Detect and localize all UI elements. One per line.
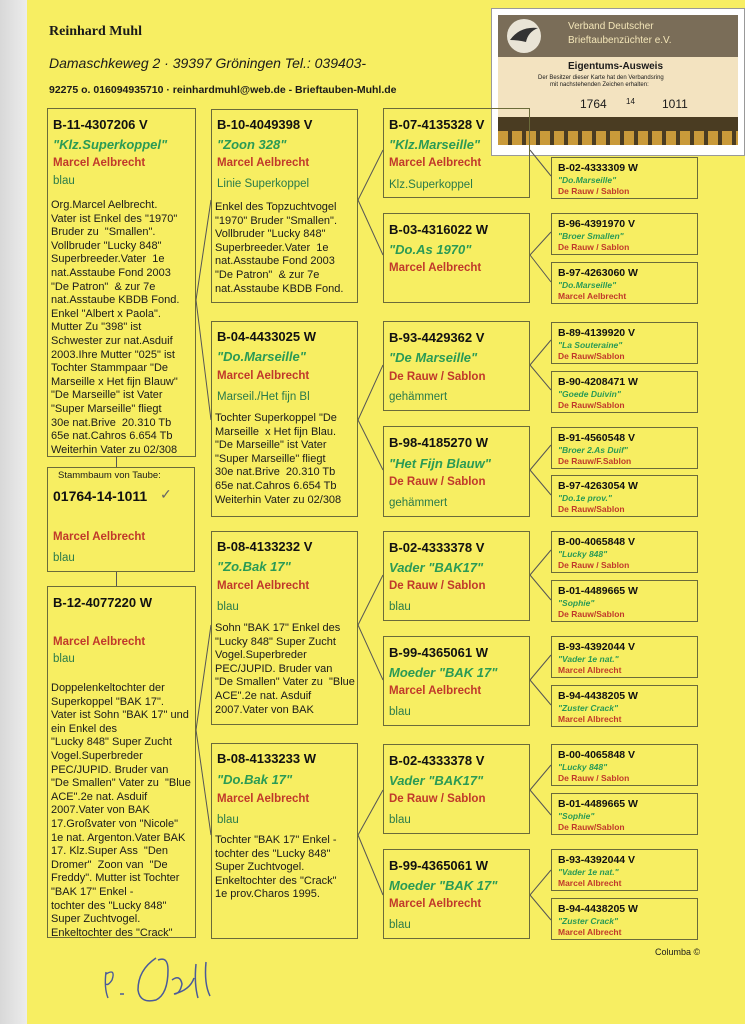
- subject-owner: Marcel Aelbrecht: [53, 531, 146, 543]
- grandparent-owner: Marcel Aelbrecht: [217, 580, 310, 592]
- great-grandparent-owner: Marcel Aelbrecht: [389, 685, 482, 697]
- ancestor-ring: B-00-4065848 V: [558, 749, 636, 761]
- ancestor-name: "Sophie": [558, 598, 595, 608]
- ancestor-ring: B-01-4489665 W: [558, 798, 638, 810]
- card-desc-line2: mit nachstehenden Zeichen erhalten:: [550, 82, 649, 88]
- ancestor-owner: De Rauw / Sablon: [558, 242, 630, 252]
- great-grandparent-color: gehämmert: [389, 497, 448, 509]
- great-grandparent-name: "Klz.Marseille": [389, 137, 481, 152]
- ancestor-card: [551, 685, 698, 727]
- ancestor-name: "Zuster Crack": [558, 703, 619, 713]
- grandparent-color: Linie Superkoppel: [217, 178, 310, 190]
- great-grandparent-owner: De Rauw / Sablon: [389, 793, 486, 805]
- ancestor-owner: De Rauw/Sablon: [558, 351, 625, 361]
- ancestor-owner: Marcel Albrecht: [558, 665, 622, 675]
- grandparent-ring: B-08-4133232 V: [217, 539, 313, 554]
- great-grandparent-color: blau: [389, 814, 411, 826]
- ancestor-owner: De Rauw/Sablon: [558, 609, 625, 619]
- ancestor-ring: B-93-4392044 V: [558, 641, 636, 653]
- card-ring-number-2: 14: [626, 97, 635, 106]
- ancestor-ring: B-94-4438205 W: [558, 903, 638, 915]
- ancestor-owner: Marcel Albrecht: [558, 878, 622, 888]
- great-grandparent-ring: B-02-4333378 V: [389, 753, 485, 768]
- great-grandparent-color: Klz.Superkoppel: [389, 179, 473, 191]
- subject-label: Stammbaum von Taube:: [58, 470, 161, 481]
- mother-owner: Marcel Aelbrecht: [53, 636, 146, 648]
- ancestor-name: "Zuster Crack": [558, 916, 619, 926]
- great-grandparent-name: Moeder "BAK 17": [389, 665, 498, 680]
- great-grandparent-ring: B-02-4333378 V: [389, 540, 485, 555]
- breeder-name: Reinhard Muhl: [49, 24, 142, 39]
- handwritten-signature: [98, 950, 228, 1010]
- ancestor-name: "Vader 1e nat.": [558, 867, 619, 877]
- ancestor-ring: B-96-4391970 V: [558, 218, 636, 230]
- card-title: Eigentums-Ausweis: [568, 61, 664, 72]
- great-grandparent-owner: Marcel Aelbrecht: [389, 262, 482, 274]
- father-name: "Klz.Superkoppel": [53, 137, 168, 152]
- great-grandparent-ring: B-07-4135328 V: [389, 117, 485, 132]
- grandparent-card: [211, 531, 358, 725]
- great-grandparent-ring: B-99-4365061 W: [389, 645, 488, 660]
- ancestor-name: "Do.Marseille": [558, 280, 617, 290]
- ancestor-card: [551, 849, 698, 891]
- mother-notes: Doppelenkeltochter der Superkoppel "BAK 17". Vater ist Sohn "BAK 17" und ein Enkel des "Lucky 848" Super Zucht Vogel.Superbreder PEC/JUPID. Bruder van "De Smallen" Vater zu "Blue ACE".2e nat. Asduif 2007.Vater von BAK 17.Großvater von "Nicole" 1e nat. Argenton.Vater BAK 17. Klz.Super Ass "Den Dromer" Zoon van "De Freddy". Mutter ist Tochter "BAK 17" Enkel - tochter des "Lucky 848" Super Zuchtvogel. Enkeltochter des "Crack": [51, 682, 191, 939]
- ancestor-ring: B-90-4208471 W: [558, 376, 638, 388]
- grandparent-notes: Tochter Superkoppel "De Marseille x Het fijn Blau. "De Marseille" ist Vater "Super Marseille" fliegt 30e nat.Brive 20.310 Tb 65e nat.Cahros 6.654 Tb Weiterhin Vater zu 02/308: [215, 412, 342, 506]
- ancestor-ring: B-01-4489665 W: [558, 585, 638, 597]
- ancestor-card: [551, 580, 698, 622]
- card-org-line1: Verband Deutscher: [568, 21, 654, 32]
- great-grandparent-name: Moeder "BAK 17": [389, 878, 498, 893]
- card-ring-number-3: 1011: [662, 97, 688, 111]
- great-grandparent-card: [383, 744, 530, 834]
- grandparent-name: "Do.Marseille": [217, 349, 306, 364]
- software-credit: Columba ©: [655, 947, 701, 957]
- ancestor-owner: De Rauw / Sablon: [558, 186, 630, 196]
- great-grandparent-card: [383, 321, 530, 411]
- great-grandparent-color: blau: [389, 919, 411, 931]
- ancestor-owner: De Rauw/Sablon: [558, 504, 625, 514]
- card-ring-number-1: 1764: [580, 97, 607, 111]
- great-grandparent-owner: Marcel Aelbrecht: [389, 898, 482, 910]
- father-owner: Marcel Aelbrecht: [53, 157, 146, 169]
- grandparent-card: [211, 743, 358, 939]
- grandparent-color: Marseil./Het fijn Bl: [217, 391, 310, 403]
- ancestor-card: [551, 427, 698, 469]
- great-grandparent-ring: B-98-4185270 W: [389, 435, 488, 450]
- ancestor-owner: De Rauw / Sablon: [558, 560, 630, 570]
- great-grandparent-name: "De Marseille": [389, 350, 478, 365]
- great-grandparent-card: [383, 849, 530, 939]
- grandparent-card: [211, 321, 358, 517]
- ancestor-owner: Marcel Aelbrecht: [558, 291, 627, 301]
- ancestor-card: [551, 371, 698, 413]
- grandparent-notes: Enkel des Topzuchtvogel "1970" Bruder "Smallen". Vollbruder "Lucky 848" Superbreeder.Vater 1e nat.Asstaube Fond 2003 "De Patron" & zur 7e nat.Asstaube KBDB Fond.: [215, 201, 344, 295]
- great-grandparent-name: Vader "BAK17": [389, 560, 484, 575]
- great-grandparent-card: [383, 636, 530, 726]
- ancestor-name: "Do.1e prov.": [558, 493, 612, 503]
- ancestor-name: "Broer 2.As Duif": [558, 445, 628, 455]
- ancestor-owner: De Rauw/F.Sablon: [558, 456, 632, 466]
- mother-card: [47, 586, 196, 938]
- ancestor-ring: B-91-4560548 V: [558, 432, 636, 444]
- great-grandparent-ring: B-99-4365061 W: [389, 858, 488, 873]
- grandparent-name: "Do.Bak 17": [217, 772, 293, 787]
- great-grandparent-name: "Het Fijn Blauw": [389, 456, 491, 471]
- card-org-line2: Brieftaubenzüchter e.V.: [568, 35, 672, 46]
- subject-check-mark: ✓: [160, 486, 172, 502]
- ancestor-card: [551, 157, 698, 199]
- grandparent-name: "Zo.Bak 17": [217, 559, 291, 574]
- mother-color: blau: [53, 653, 75, 665]
- ancestor-name: "Lucky 848": [558, 762, 608, 772]
- ancestor-card: [551, 744, 698, 786]
- ancestor-owner: De Rauw / Sablon: [558, 773, 630, 783]
- great-grandparent-card: [383, 531, 530, 621]
- card-desc-line1: Der Besitzer dieser Karte hat den Verbandsring: [538, 75, 664, 81]
- grandparent-card: [211, 109, 358, 303]
- great-grandparent-name: Vader "BAK17": [389, 773, 484, 788]
- father-card: [47, 108, 196, 457]
- great-grandparent-owner: De Rauw / Sablon: [389, 476, 486, 488]
- ancestor-ring: B-97-4263054 W: [558, 480, 638, 492]
- ancestor-card: [551, 213, 698, 255]
- great-grandparent-color: blau: [389, 601, 411, 613]
- great-grandparent-owner: De Rauw / Sablon: [389, 371, 486, 383]
- ancestor-name: "Vader 1e nat.": [558, 654, 619, 664]
- ancestor-card: [551, 262, 698, 304]
- ancestor-owner: Marcel Albrecht: [558, 927, 622, 937]
- grandparent-notes: Tochter "BAK 17" Enkel - tochter des "Lucky 848" Super Zuchtvogel. Enkeltochter des "Crack" 1e prov.Charos 1995.: [215, 834, 337, 901]
- grandparent-notes: Sohn "BAK 17" Enkel des "Lucky 848" Super Zucht Vogel.Superbreder PEC/JUPID. Bruder van "De Smallen" Vater zu "Blue ACE".2e nat. Asduif 2007.Vater von BAK: [215, 622, 355, 716]
- ancestor-ring: B-93-4392044 V: [558, 854, 636, 866]
- ancestor-name: "Broer Smallen": [558, 231, 624, 241]
- grandparent-name: "Zoon 328": [217, 137, 287, 152]
- ancestor-card: [551, 898, 698, 940]
- ancestor-owner: De Rauw/Sablon: [558, 400, 625, 410]
- father-color: blau: [53, 175, 75, 187]
- subject-ring: 01764-14-1011: [53, 488, 148, 504]
- ancestor-name: "Do.Marseille": [558, 175, 617, 185]
- father-ring: B-11-4307206 V: [53, 117, 148, 132]
- ancestor-card: [551, 475, 698, 517]
- subject-card: [47, 467, 195, 572]
- grandparent-ring: B-04-4433025 W: [217, 329, 316, 344]
- ancestor-name: "Goede Duivin": [558, 389, 621, 399]
- ancestor-name: "Lucky 848": [558, 549, 608, 559]
- ancestor-card: [551, 636, 698, 678]
- ancestor-ring: B-89-4139920 V: [558, 327, 636, 339]
- ancestor-owner: De Rauw/Sablon: [558, 822, 625, 832]
- great-grandparent-name: "Do.As 1970": [389, 242, 472, 257]
- ancestor-card: [551, 531, 698, 573]
- ancestor-name: "La Souteraine": [558, 340, 623, 350]
- ancestor-card: [551, 793, 698, 835]
- ancestor-ring: B-02-4333309 W: [558, 162, 638, 174]
- grandparent-color: blau: [217, 601, 239, 613]
- breeder-address: Damaschkeweg 2 · 39397 Gröningen Tel.: 039403-: [49, 55, 367, 71]
- great-grandparent-ring: B-93-4429362 V: [389, 330, 485, 345]
- ancestor-name: "Sophie": [558, 811, 595, 821]
- great-grandparent-card: [383, 426, 530, 517]
- ancestor-ring: B-94-4438205 W: [558, 690, 638, 702]
- great-grandparent-owner: Marcel Aelbrecht: [389, 157, 482, 169]
- father-notes: Org.Marcel Aelbrecht. Vater ist Enkel des "1970" Bruder zu "Smallen". Vollbruder "Lucky 848" Superbreeder.Vater 1e nat.Asstaube Fond 2003 "De Patron" & zur 7e nat.Asstaube KBDB Fond. Enkel "Albert x Paola". Mutter Zu "398" ist Schwester zur nat.Asduif 2003.Ihre Mutter "025" ist Tochter Stammpaar "De Marseille x Het fijn Blauw" "De Marseille" ist Vater "Super Marseille" fliegt 30e nat.Brive 20.310 Tb 65e nat.Cahros 6.654 Tb Weiterhin Vater zu 02/308: [51, 199, 180, 456]
- great-grandparent-color: gehämmert: [389, 391, 448, 403]
- grandparent-ring: B-10-4049398 V: [217, 117, 313, 132]
- ancestor-owner: Marcel Albrecht: [558, 714, 622, 724]
- grandparent-owner: Marcel Aelbrecht: [217, 157, 310, 169]
- breeder-contact: 92275 o. 016094935710 · reinhardmuhl@web.de - Brieftauben-Muhl.de: [49, 84, 397, 96]
- ancestor-card: [551, 322, 698, 364]
- great-grandparent-owner: De Rauw / Sablon: [389, 580, 486, 592]
- grandparent-color: blau: [217, 814, 239, 826]
- ancestor-ring: B-00-4065848 V: [558, 536, 636, 548]
- great-grandparent-card: [383, 108, 530, 198]
- great-grandparent-card: [383, 213, 530, 303]
- grandparent-ring: B-08-4133233 W: [217, 751, 316, 766]
- grandparent-owner: Marcel Aelbrecht: [217, 793, 310, 805]
- great-grandparent-ring: B-03-4316022 W: [389, 222, 488, 237]
- mother-ring: B-12-4077220 W: [53, 595, 152, 610]
- great-grandparent-color: blau: [389, 706, 411, 718]
- ancestor-ring: B-97-4263060 W: [558, 267, 638, 279]
- subject-color: blau: [53, 552, 75, 564]
- grandparent-owner: Marcel Aelbrecht: [217, 370, 310, 382]
